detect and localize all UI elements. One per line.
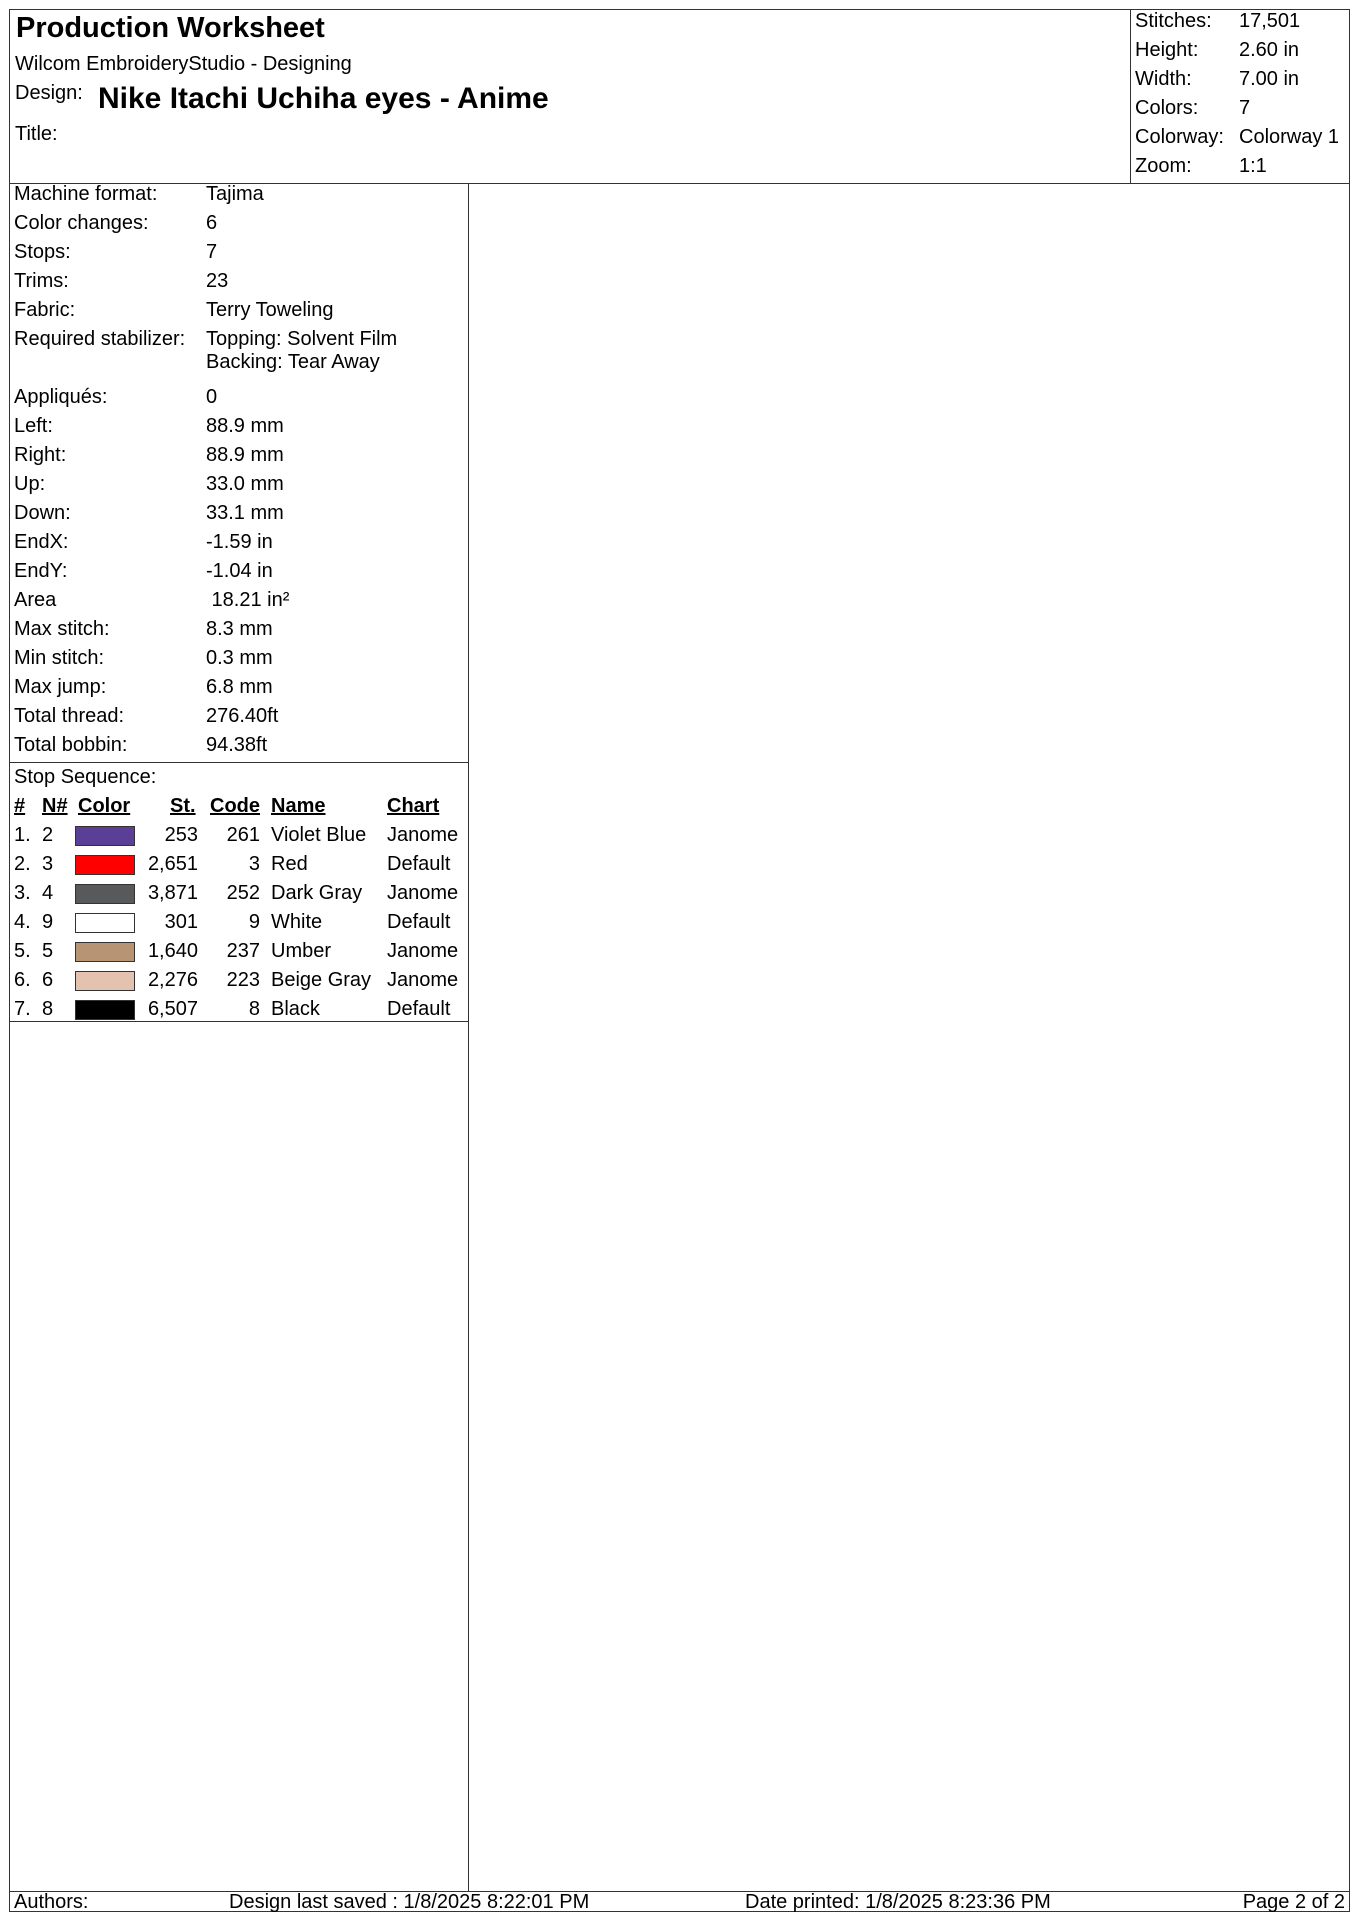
column-header: N# [42, 795, 68, 817]
column-header: Code [210, 795, 260, 817]
thread-code: 237 [226, 940, 260, 962]
thread-code: 223 [226, 969, 260, 991]
stop-sequence-title: Stop Sequence: [14, 766, 157, 788]
row-index: 3. [14, 882, 31, 904]
stitch-count: 2,276 [147, 969, 198, 991]
stitch-count: 3,871 [147, 882, 198, 904]
needle-number: 8 [42, 998, 54, 1020]
thread-name: Red [271, 853, 308, 875]
row-index: 1. [14, 824, 31, 846]
thread-code: 261 [226, 824, 260, 846]
stitch-count: 253 [164, 824, 198, 846]
thread-code: 9 [248, 911, 260, 933]
software-name: Wilcom EmbroideryStudio - Designing [15, 53, 352, 75]
worksheet-header [10, 10, 1349, 184]
summary-row: Width: 7.00 in [1135, 68, 1300, 90]
thread-name: Black [271, 998, 320, 1020]
color-swatch [75, 971, 135, 991]
thread-name: Umber [271, 940, 332, 962]
thread-chart: Janome [387, 824, 459, 846]
thread-name: White [271, 911, 323, 933]
column-header: Name [271, 795, 326, 817]
column-header: # [14, 795, 26, 817]
color-swatch [75, 826, 135, 846]
thread-code: 252 [226, 882, 260, 904]
summary-row: Zoom: 1:1 [1135, 155, 1267, 177]
stitch-count: 6,507 [147, 998, 198, 1020]
page-title: Production Worksheet [16, 12, 325, 44]
summary-row: Colors: 7 [1135, 97, 1251, 119]
column-header: St. [170, 795, 196, 817]
worksheet-footer [10, 1891, 1349, 1912]
row-index: 6. [14, 969, 31, 991]
design-label: Design: [15, 82, 83, 104]
row-index: 4. [14, 911, 31, 933]
needle-number: 5 [42, 940, 54, 962]
color-swatch [75, 1000, 135, 1020]
thread-chart: Default [387, 911, 451, 933]
color-swatch [75, 855, 135, 875]
needle-number: 4 [42, 882, 54, 904]
summary-row: Stitches: 17,501 [1135, 10, 1301, 32]
needle-number: 9 [42, 911, 54, 933]
row-index: 2. [14, 853, 31, 875]
column-header: Chart [387, 795, 440, 817]
needle-number: 2 [42, 824, 54, 846]
thread-chart: Janome [387, 969, 459, 991]
thread-chart: Janome [387, 940, 459, 962]
needle-number: 6 [42, 969, 54, 991]
stitch-count: 2,651 [147, 853, 198, 875]
summary-row: Height: 2.60 in [1135, 39, 1300, 61]
thread-name: Beige Gray [271, 969, 372, 991]
design-summary [1130, 10, 1350, 183]
worksheet-page [9, 9, 1350, 1912]
row-index: 7. [14, 998, 31, 1020]
title-label: Title: [15, 123, 58, 145]
thread-name: Dark Gray [271, 882, 363, 904]
thread-chart: Default [387, 853, 451, 875]
thread-name: Violet Blue [271, 824, 367, 846]
color-swatch [75, 942, 135, 962]
column-header: Color [78, 795, 131, 817]
thread-chart: Janome [387, 882, 459, 904]
color-swatch [75, 913, 135, 933]
thread-code: 8 [248, 998, 260, 1020]
summary-row: Colorway: Colorway 1 [1135, 126, 1340, 148]
design-name: Nike Itachi Uchiha eyes - Anime [98, 82, 549, 115]
thread-chart: Default [387, 998, 451, 1020]
color-swatch [75, 884, 135, 904]
stitch-count: 301 [164, 911, 198, 933]
details-panel: Machine format: Tajima Color changes: 6 Stops: 7 Trims: 23 Fabric: Terry Toweling Required stabilizer: Topping: Solvent Film Backing: Tear Away Appliqués: 0 Left: 88.9 mm Right: 88.9 mm Up: 33.0 mm Down: 33.1 mm EndX: -1.59 in EndY: -1.04 in Area 18.21 in² Max stitch: 8.3 mm Min stitch: 0.3 mm Max jump: 6.8 mm Total thread: 276.40ft Total bobbin: 94.38ft Stop Sequence: # N# Color St. Code Name Chart 1. 2 253 261 Violet Blue Janome 2. 3 2,651 3 Red Default 3. 4 3,871 252 Dark Gray Janome 4. 9 301 9 White Default 5. 5 1,640 237 Umber Janome 6. 6 2,276 223 Beige Gray Janome 7. 8 6,507 8 Black Default [10, 183, 469, 1891]
divider [10, 1021, 468, 1022]
page-number: Page 2 of 2 [1242, 1891, 1345, 1913]
last-saved: Design last saved : 1/8/2025 8:22:01 PM [229, 1891, 590, 1913]
divider [10, 762, 468, 763]
authors-label: Authors: [14, 1891, 89, 1913]
row-index: 5. [14, 940, 31, 962]
date-printed: Date printed: 1/8/2025 8:23:36 PM [745, 1891, 1051, 1913]
thread-code: 3 [248, 853, 260, 875]
needle-number: 3 [42, 853, 54, 875]
stitch-count: 1,640 [147, 940, 198, 962]
